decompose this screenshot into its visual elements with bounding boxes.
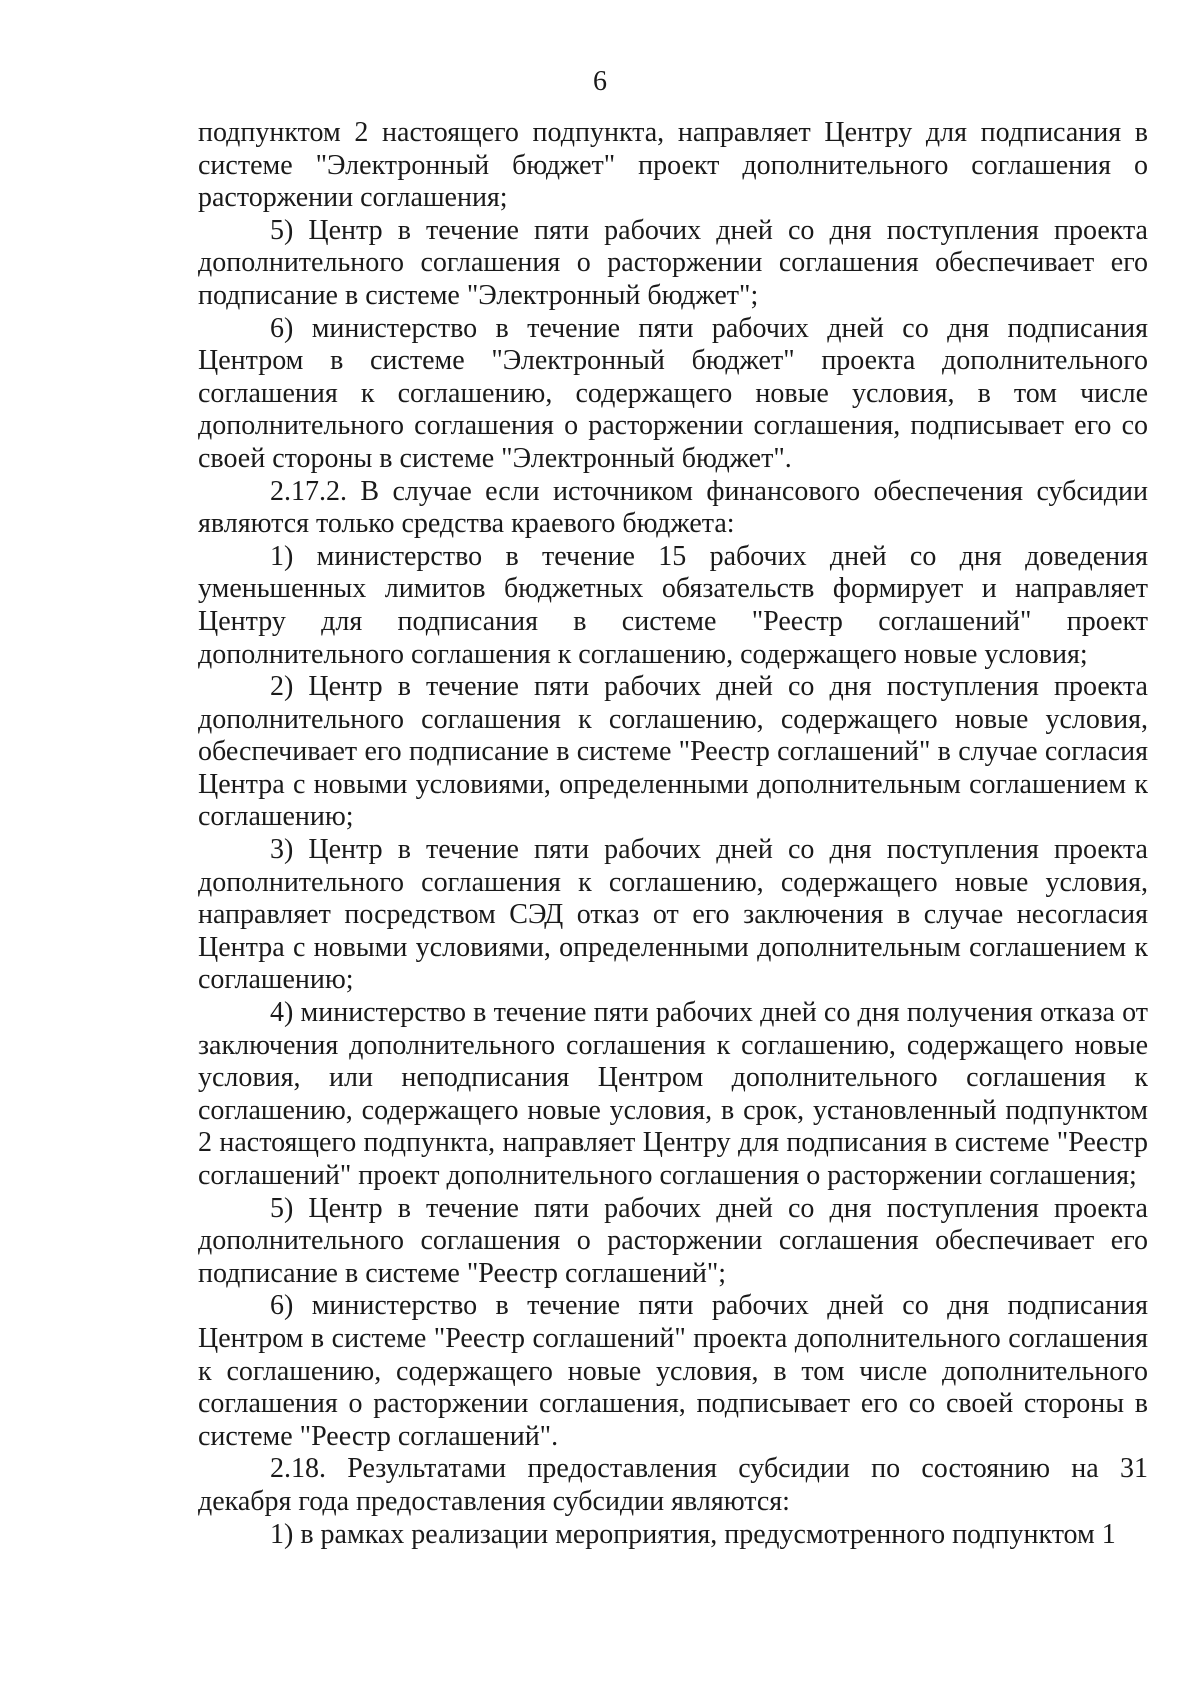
paragraph: 2.17.2. В случае если источником финансового обеспечения субсидии являются только средства краевого бюджета: — [198, 475, 1148, 540]
paragraph: 5) Центр в течение пяти рабочих дней со дня поступления проекта дополнительного соглашения о расторжении соглашения обеспечивает его подписание в системе "Реестр соглашений"; — [198, 1192, 1148, 1289]
paragraph: 1) в рамках реализации мероприятия, предусмотренного подпунктом 1 — [270, 1518, 1116, 1550]
paragraph: 6) министерство в течение пяти рабочих дней со дня подписания Центром в системе "Электронный бюджет" проекта дополнительного соглашения к соглашению, содержащего новые условия, в том числе дополнительного соглашения о расторжении соглашения, подписывает его со своей стороны в системе "Электронный бюджет". — [198, 312, 1148, 474]
page-number: 6 — [593, 66, 607, 97]
paragraph: 2.18. Результатами предоставления субсидии по состоянию на 31 декабря года предоставления субсидии являются: — [198, 1453, 1148, 1517]
document-body — [198, 117, 1148, 1551]
paragraph: 3) Центр в течение пяти рабочих дней со дня поступления проекта дополнительного соглашения к соглашению, содержащего новые условия, направляет посредством СЭД отказ от его заключения в случае несогласия Центра с новыми условиями, определенными дополнительным соглашением к соглашению; — [198, 834, 1148, 996]
paragraph: 6) министерство в течение пяти рабочих дней со дня подписания Центром в системе "Реестр соглашений" проекта дополнительного соглашения к соглашению, содержащего новые условия, в том числе дополнительного соглашения о расторжении соглашения, подписывает его со своей стороны в системе "Реестр соглашений". — [198, 1290, 1148, 1452]
paragraph: подпунктом 2 настоящего подпункта, направляет Центру для подписания в системе "Электронный бюджет" проект дополнительного соглашения о расторжении соглашения; — [198, 117, 1148, 214]
paragraph: 4) министерство в течение пяти рабочих дней со дня получения отказа от заключения дополнительного соглашения к соглашению, содержащего новые условия, или неподписания Центром дополнительного соглашения к соглашению, содержащего новые условия, в срок, установленный подпунктом 2 настоящего подпункта, направляет Центру для подписания в системе "Реестр соглашений" проект дополнительного соглашения о расторжении соглашения; — [198, 997, 1148, 1191]
paragraph: 2) Центр в течение пяти рабочих дней со дня поступления проекта дополнительного соглашения к соглашению, содержащего новые условия, обеспечивает его подписание в системе "Реестр соглашений" в случае согласия Центра с новыми условиями, определенными дополнительным соглашением к соглашению; — [198, 671, 1148, 833]
paragraph: 5) Центр в течение пяти рабочих дней со дня поступления проекта дополнительного соглашения о расторжении соглашения обеспечивает его подписание в системе "Электронный бюджет"; — [198, 214, 1148, 311]
paragraph: 1) министерство в течение 15 рабочих дней со дня доведения уменьшенных лимитов бюджетных обязательств формирует и направляет Центру для подписания в системе "Реестр соглашений" проект дополнительного соглашения к соглашению, содержащего новые условия; — [198, 540, 1148, 670]
